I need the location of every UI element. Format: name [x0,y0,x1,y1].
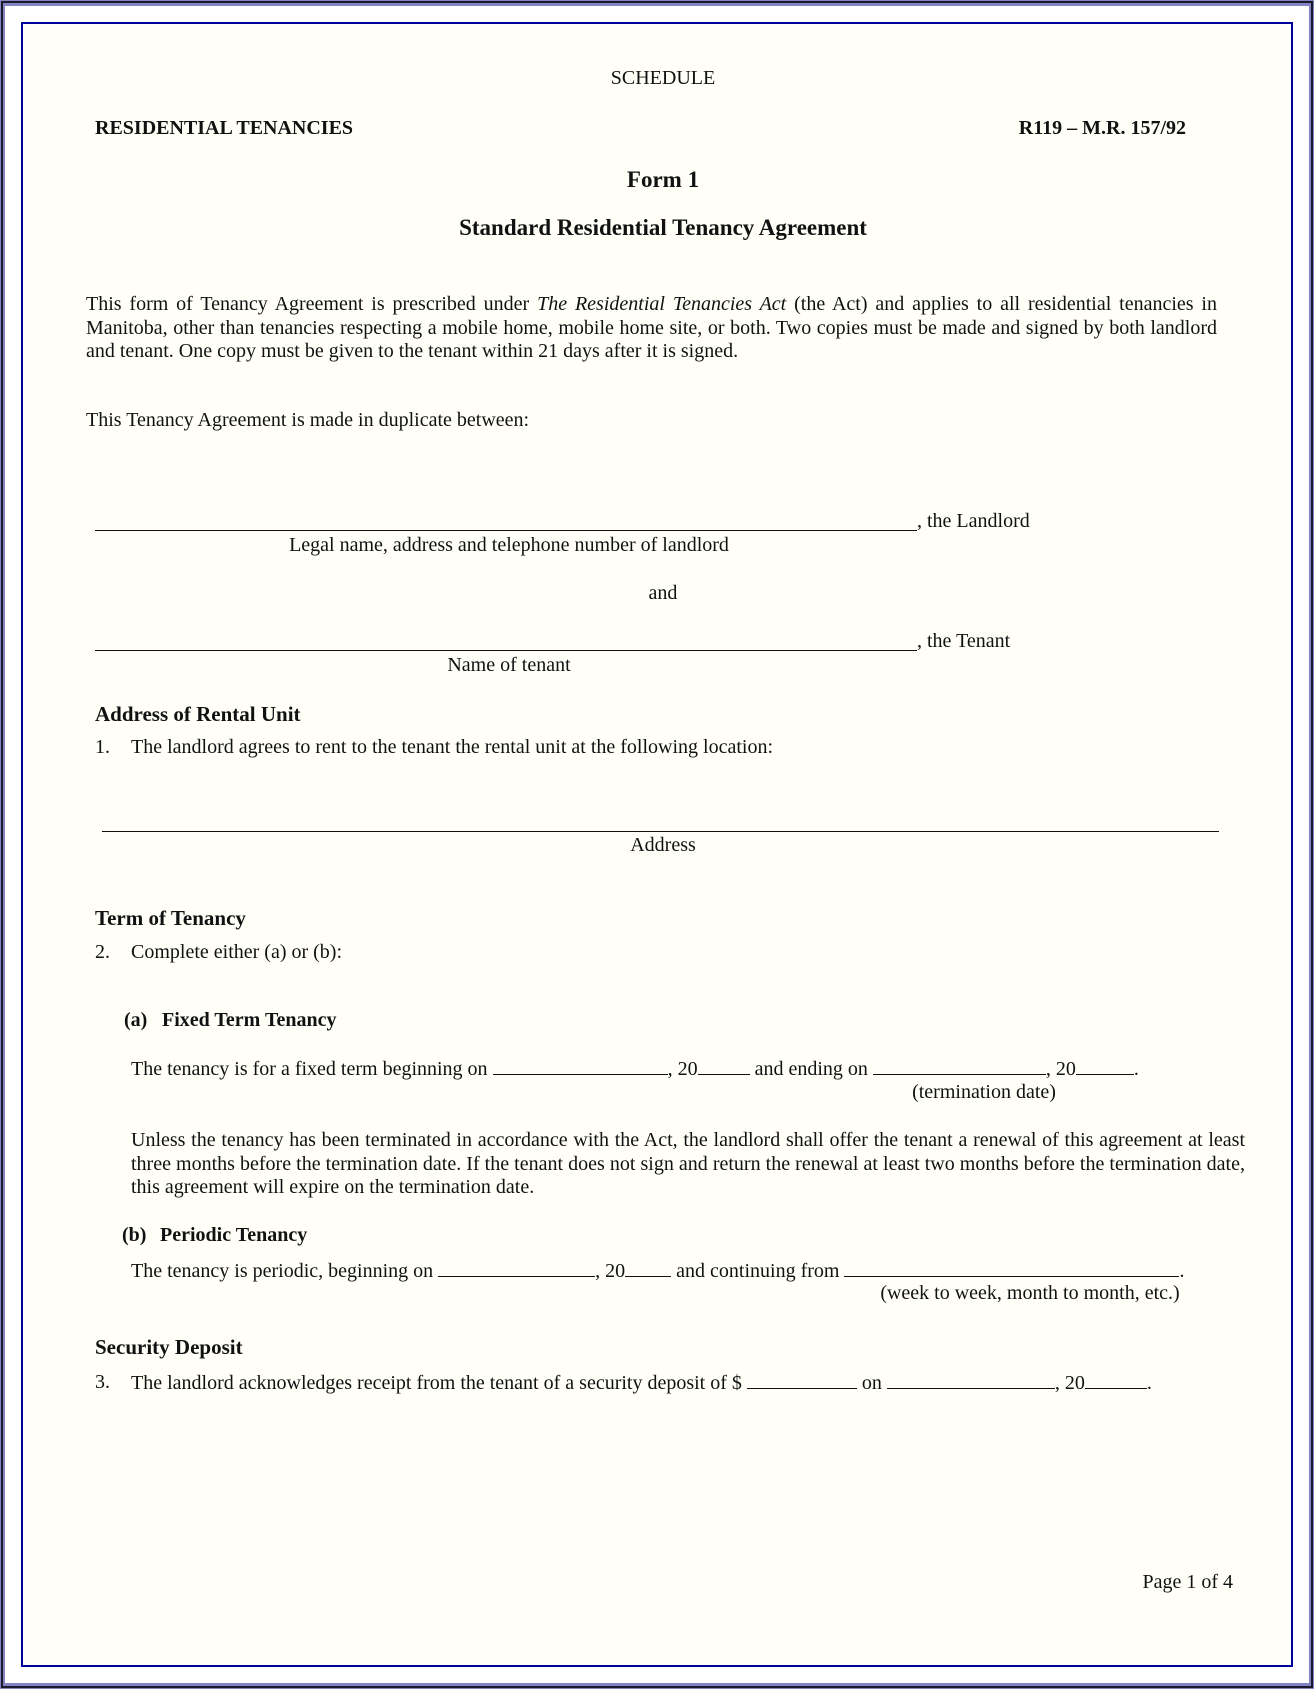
address-field[interactable] [102,831,1219,832]
header-left: RESIDENTIAL TENANCIES [95,117,354,139]
start-year-field[interactable] [698,1056,750,1075]
end-year-field[interactable] [1076,1056,1134,1075]
periodic-line [131,1258,1184,1283]
act-name: The Residential Tenancies Act [537,293,787,315]
fixed-term-line [131,1056,1139,1081]
tenant-caption: Name of tenant [447,654,571,676]
text: , 20 [1045,1058,1076,1080]
text: . [1146,1372,1152,1394]
text: The tenancy is for a fixed term beginning on [131,1058,493,1080]
option-a-label: (a) [124,1009,148,1031]
periodic-start-field[interactable] [438,1258,595,1277]
text: . [1179,1260,1185,1282]
header-right: R119 – M.R. 157/92 [1018,117,1186,139]
start-date-field[interactable] [493,1056,668,1075]
landlord-suffix: , the Landlord [917,510,1030,532]
deposit-amount-field[interactable] [747,1370,857,1389]
renewal-paragraph: Unless the tenancy has been terminated in accordance with the Act, the landlord shall offer the tenant a renewal of this agreement at least three months before the termination date. If the tenant does not sign and return the renewal at least two months before the termination date, this agreement will expire on the termination date. [131,1129,1245,1198]
section-heading-address: Address of Rental Unit [95,702,301,726]
intro-paragraph [86,293,1217,364]
section-2-text: Complete either (a) or (b): [131,941,343,963]
option-a-title: Fixed Term Tenancy [162,1009,337,1031]
section-heading-term: Term of Tenancy [95,906,246,930]
landlord-caption: Legal name, address and telephone number of landlord [289,534,729,556]
text: and continuing from [671,1260,845,1282]
option-b-title: Periodic Tenancy [160,1224,308,1246]
period-caption: (week to week, month to month, etc.) [880,1282,1180,1304]
section-number-2: 2. [95,941,110,963]
intro-text: This form of Tenancy Agreement is prescribed under [86,293,538,315]
text: , 20 [1054,1372,1085,1394]
schedule-label: SCHEDULE [610,67,716,89]
section-1-text: The landlord agrees to rent to the tenant the rental unit at the following location: [131,736,774,758]
periodic-year-field[interactable] [625,1258,671,1277]
tenant-suffix: , the Tenant [917,630,1011,652]
address-caption: Address [630,834,696,856]
section-number-3: 3. [95,1371,110,1393]
text: The tenancy is periodic, beginning on [131,1260,439,1282]
text: , 20 [667,1058,698,1080]
text: , 20 [595,1260,626,1282]
form-number: Form 1 [626,167,700,192]
section-number-1: 1. [95,736,110,758]
made-between: This Tenancy Agreement is made in duplicate between: [86,409,530,431]
end-date-field[interactable] [873,1056,1046,1075]
option-b-label: (b) [122,1224,147,1246]
deposit-line [131,1370,1152,1395]
page-title: Standard Residential Tenancy Agreement [459,215,867,240]
intro-text-rest: (the Act) and applies to all residential tenancies in Manitoba, other than tenancies respecting a mobile home, mobile home site, or both. Two copies must be made and signed by both landlord and tenant. One copy must be given to the tenant within 21 days after it is signed. [86,293,1217,362]
page-number: Page 1 of 4 [1142,1571,1233,1593]
text: . [1133,1058,1139,1080]
deposit-date-field[interactable] [887,1370,1055,1389]
and-label: and [648,582,678,604]
termination-date-caption: (termination date) [912,1081,1056,1103]
text: and ending on [749,1058,873,1080]
tenant-field[interactable] [95,650,917,651]
section-heading-deposit: Security Deposit [95,1335,243,1359]
period-field[interactable] [844,1258,1179,1277]
text: The landlord acknowledges receipt from the tenant of a security deposit of $ [131,1372,747,1394]
text: on [856,1372,887,1394]
landlord-field[interactable] [95,530,917,531]
deposit-year-field[interactable] [1085,1370,1147,1389]
